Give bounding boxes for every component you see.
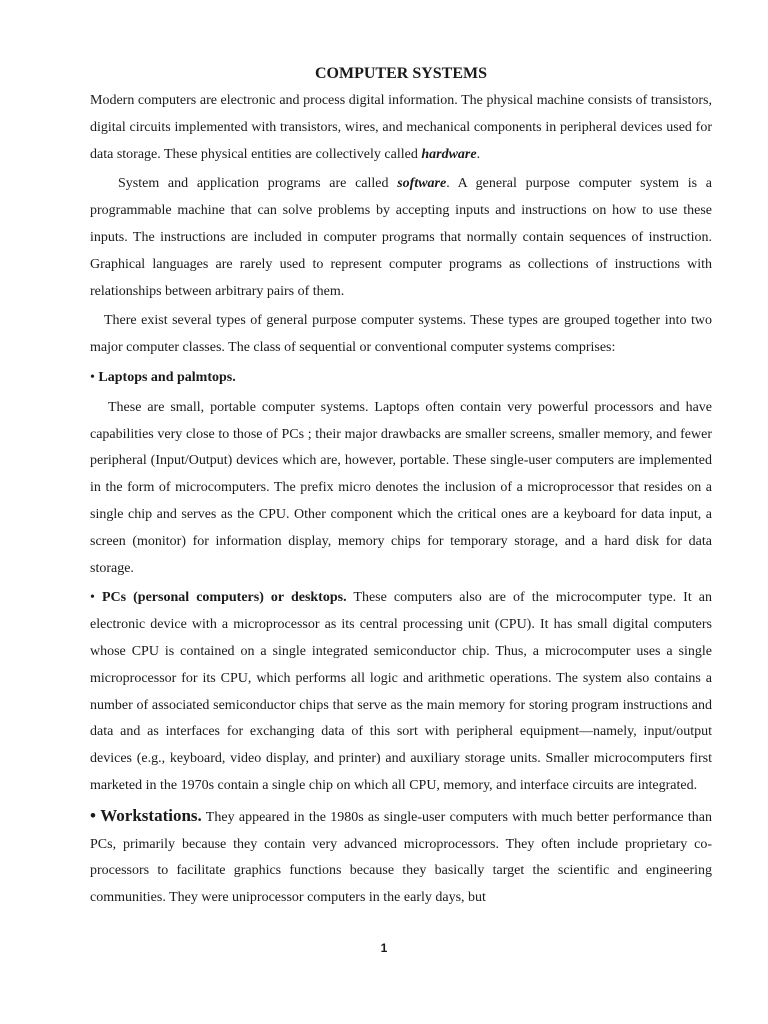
bullet-pcs (90, 585, 712, 799)
bullet-icon: • (90, 369, 95, 385)
bullet-text: These computers also are of the microcomputer type. It an electronic device with a microprocessor as its central processing unit (CPU). It has small digital computers whose CPU is contained on a single integrated semiconductor chip. Thus, a microcomputer uses a single microprocessor for its CPU, which performs all logic and arithmetic operations. The system also contains a number of associated semiconductor chips that serve as the main memory for storing program instructions and data and as interfaces for exchanging data of this sort with peripheral equipment—namely, input/output devices (e.g., keyboard, video display, and printer) and auxiliary storage units. Smaller microcomputers first marketed in the 1970s contain a single chip on which all CPU, memory, and interface circuits are integrated. (90, 590, 712, 793)
bullet-laptops-heading (90, 365, 712, 392)
paragraph-hardware (90, 88, 712, 168)
bullet-heading: Workstations. (100, 805, 202, 825)
document-page (90, 62, 712, 912)
bullet-icon: • (90, 805, 96, 825)
bullet-icon: • (90, 590, 95, 606)
bullet-workstations (90, 803, 712, 912)
paragraph-text: Modern computers are electronic and process digital information. The physical machine consists of transistors, digital circuits implemented with transistors, wires, and mechanical components in peripheral devices used for data storage. These physical entities are collectively called (90, 93, 712, 162)
page-number: 1 (380, 941, 388, 955)
paragraph-pre: System and application programs are called (118, 176, 398, 192)
bullet-heading: Laptops and palmtops. (98, 369, 236, 385)
paragraph-types: There exist several types of general purpose computer systems. These types are grouped together into two major computer classes. The class of sequential or conventional computer systems comprises: (90, 313, 712, 356)
bullet-text: They appeared in the 1980s as single-user computers with much better performance than PCs, primarily because they contain very advanced microprocessors. They often include proprietary co-processors to facilitate graphics functions because they basically target the scientific and engineering communities. They were uniprocessor computers in the early days, but (90, 809, 712, 906)
term-hardware: hardware (421, 146, 477, 162)
paragraph-text: . A general purpose computer system is a programmable machine that can solve problems by accepting inputs and instructions on how to use these inputs. The instructions are included in computer programs that normally contain sequences of instruction. Graphical languages are rarely used to represent computer programs as collections of instructions with relationships between arbitrary pairs of them. (90, 176, 712, 299)
paragraph-software (90, 171, 712, 305)
term-software: software (397, 176, 447, 192)
bullet-heading: PCs (personal computers) or desktops. (101, 590, 347, 606)
page-title: COMPUTER SYSTEMS (314, 65, 488, 82)
paragraph-laptops: These are small, portable computer systems. Laptops often contain very powerful processors and have capabilities very close to those of PCs ; their major drawbacks are smaller screens, smaller memory, and fewer peripheral (Input/Output) devices which are, however, portable. These single-user computers are implemented in the form of microcomputers. The prefix micro denotes the inclusion of a microprocessor that resides on a single chip and serves as the CPU. Other component which the critical ones are a keyboard for data input, a screen (monitor) for information display, memory chips for temporary storage, and a hard disk for data storage. (90, 399, 712, 576)
paragraph-end: . (476, 146, 481, 162)
